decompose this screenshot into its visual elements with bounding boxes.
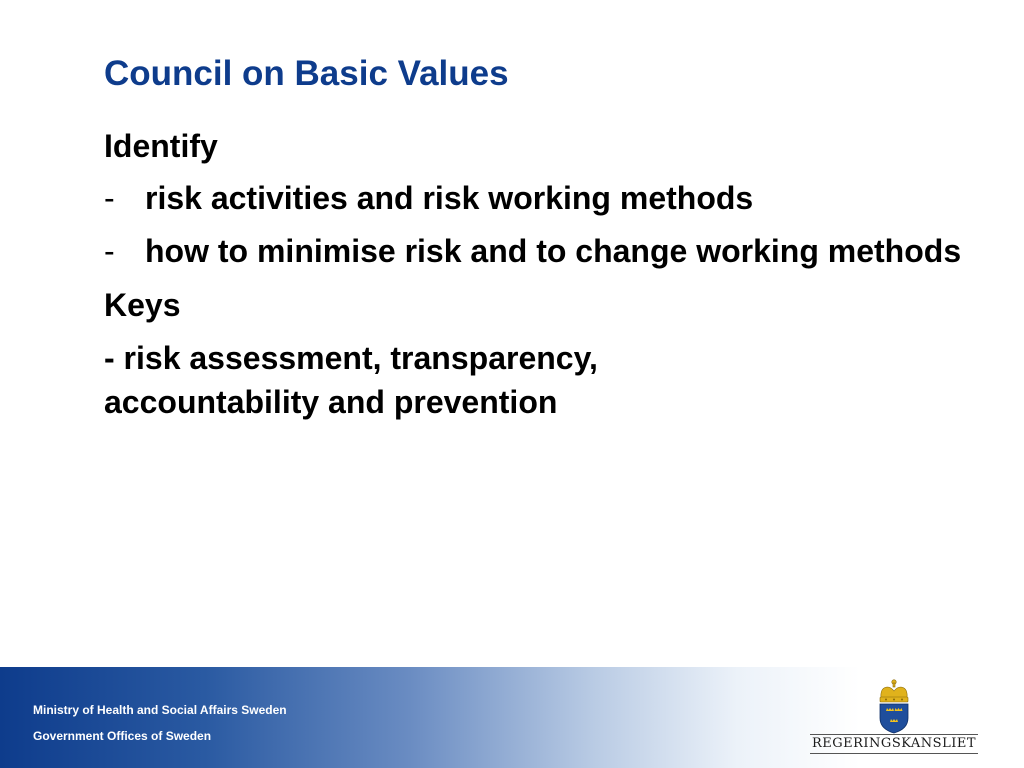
bullet-item (104, 176, 964, 220)
bullet-text: how to minimise risk and to change working methods (145, 233, 962, 269)
government-offices-name: Government Offices of Sweden (33, 729, 212, 743)
bullet-dash: - (104, 180, 115, 216)
crown-shield-icon (808, 678, 980, 734)
bullet-item (104, 229, 964, 273)
keys-heading: Keys (104, 287, 181, 323)
ministry-name: Ministry of Health and Social Affairs Sweden (33, 703, 287, 717)
slide-title: Council on Basic Values (104, 54, 509, 93)
logo-rule-bottom (810, 753, 978, 754)
keys-text (104, 336, 964, 424)
identify-heading: Identify (104, 128, 218, 164)
identify-bullet-list (104, 176, 964, 273)
bullet-dash: - (104, 233, 115, 269)
logo-wordmark: REGERINGSKANSLIET (811, 736, 977, 751)
slide-body (104, 124, 964, 424)
regeringskansliet-logo (808, 678, 980, 758)
keys-text-line-1: - risk assessment, transparency, (104, 340, 598, 376)
logo-rule-top (810, 734, 978, 735)
bullet-text: risk activities and risk working methods (145, 180, 754, 216)
keys-text-line-2: accountability and prevention (104, 384, 558, 420)
